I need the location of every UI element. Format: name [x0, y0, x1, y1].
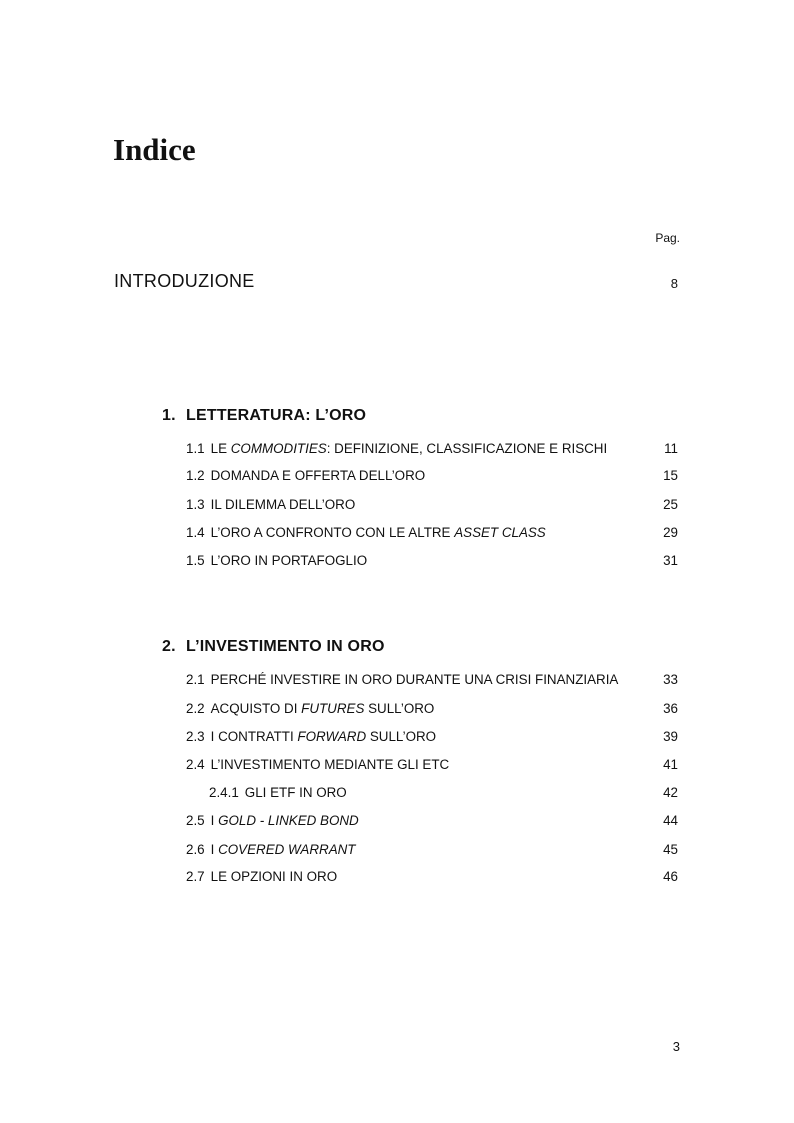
toc-entry[interactable] — [186, 842, 678, 862]
toc-chapter-1[interactable] — [162, 407, 366, 425]
toc-chapter-2[interactable] — [162, 638, 385, 656]
chapter-title: LETTERATURA: L’ORO — [186, 407, 367, 424]
toc-entry-number: 2.1 — [186, 672, 205, 687]
toc-entry-label — [186, 553, 367, 568]
toc-entry-italic: COMMODITIES — [230, 441, 327, 456]
toc-entry-label — [186, 701, 434, 716]
toc-entry-page: 46 — [663, 869, 678, 884]
toc-entry-number: 2.7 — [186, 869, 205, 884]
toc-entry-page: 41 — [663, 757, 678, 772]
toc-entry-text: LE — [210, 441, 231, 456]
toc-entry-text: I — [210, 813, 219, 828]
toc-entry-page: 15 — [663, 468, 678, 483]
toc-entry-label — [186, 468, 425, 483]
toc-entry-italic: FORWARD — [297, 729, 367, 744]
toc-entry[interactable] — [186, 869, 678, 889]
toc-entry-page: 39 — [663, 729, 678, 744]
page-title: Indice — [113, 132, 196, 167]
toc-entry-text: PERCHÉ INVESTIRE IN ORO DURANTE UNA CRISI FINANZIARIA — [210, 672, 619, 687]
toc-entry-number: 2.2 — [186, 701, 205, 716]
toc-entry[interactable] — [186, 757, 678, 777]
toc-entry-italic: ASSET CLASS — [454, 525, 546, 540]
toc-entry-italic: FUTURES — [301, 701, 365, 716]
toc-entry-label — [186, 869, 337, 884]
toc-entry-page: 45 — [663, 842, 678, 857]
toc-entry-text: L’ORO A CONFRONTO CON LE ALTRE — [210, 525, 455, 540]
toc-entry-page: 44 — [663, 813, 678, 828]
toc-entry-number: 2.4.1 — [209, 785, 239, 800]
toc-entry-label — [186, 441, 607, 456]
toc-entry-text: GLI ETF IN ORO — [244, 785, 347, 800]
toc-entry-page: 25 — [663, 497, 678, 512]
toc-entry-text: LE OPZIONI IN ORO — [210, 869, 338, 884]
toc-entry-text-tail: : DEFINIZIONE, CLASSIFICAZIONE E RISCHI — [326, 441, 608, 456]
toc-entry-label — [186, 757, 449, 772]
toc-intro-row[interactable] — [114, 271, 678, 297]
toc-entry-number: 2.4 — [186, 757, 205, 772]
toc-entry[interactable] — [186, 497, 678, 517]
toc-entry-label — [186, 842, 355, 857]
toc-entry-label — [186, 497, 355, 512]
toc-entry-text: ACQUISTO DI — [210, 701, 302, 716]
toc-entry-page: 31 — [663, 553, 678, 568]
toc-entry-number: 1.5 — [186, 553, 205, 568]
toc-entry-text: I — [210, 842, 219, 857]
toc-entry-text: DOMANDA E OFFERTA DELL’ORO — [210, 468, 426, 483]
toc-entry[interactable] — [186, 701, 678, 721]
toc-entry-label — [186, 525, 546, 540]
page-number: 3 — [672, 1039, 680, 1054]
toc-intro-page: 8 — [670, 276, 678, 291]
toc-entry-number: 1.4 — [186, 525, 205, 540]
toc-entry-italic: GOLD - LINKED BOND — [218, 813, 359, 828]
toc-entry-number: 1.3 — [186, 497, 205, 512]
toc-entry-text: I CONTRATTI — [210, 729, 298, 744]
toc-entry[interactable] — [186, 813, 678, 833]
toc-entry-page: 36 — [663, 701, 678, 716]
toc-entry-page: 42 — [663, 785, 678, 800]
toc-entry-label — [186, 672, 618, 687]
toc-entry-number: 2.6 — [186, 842, 205, 857]
toc-entry[interactable] — [186, 468, 678, 488]
toc-entry-number: 2.3 — [186, 729, 205, 744]
toc-entry-page: 33 — [663, 672, 678, 687]
toc-entry[interactable] — [186, 525, 678, 545]
toc-entry[interactable] — [186, 441, 678, 461]
toc-entry-text: L’ORO IN PORTAFOGLIO — [210, 553, 368, 568]
toc-entry-label — [186, 729, 436, 744]
toc-entry-number: 1.2 — [186, 468, 205, 483]
toc-entry-number: 1.1 — [186, 441, 205, 456]
toc-intro-label: INTRODUZIONE — [114, 271, 255, 291]
toc-entry-text-tail: SULL’ORO — [366, 729, 437, 744]
toc-entry[interactable] — [186, 729, 678, 749]
chapter-number: 1. — [162, 407, 176, 424]
toc-entry-text: IL DILEMMA DELL’ORO — [210, 497, 356, 512]
toc-entry-label — [209, 785, 347, 800]
toc-subentry[interactable] — [209, 785, 678, 805]
toc-entry[interactable] — [186, 672, 678, 692]
chapter-title: L’INVESTIMENTO IN ORO — [186, 638, 385, 655]
toc-entry-page: 11 — [664, 441, 678, 456]
page-column-label: Pag. — [655, 231, 680, 245]
toc-entry-page: 29 — [663, 525, 678, 540]
chapter-number: 2. — [162, 638, 176, 655]
toc-entry-number: 2.5 — [186, 813, 205, 828]
toc-entry[interactable] — [186, 553, 678, 573]
toc-entry-text: L’INVESTIMENTO MEDIANTE GLI ETC — [210, 757, 450, 772]
toc-entry-text-tail: SULL’ORO — [364, 701, 435, 716]
toc-entry-italic: COVERED WARRANT — [218, 842, 356, 857]
toc-entry-label — [186, 813, 359, 828]
